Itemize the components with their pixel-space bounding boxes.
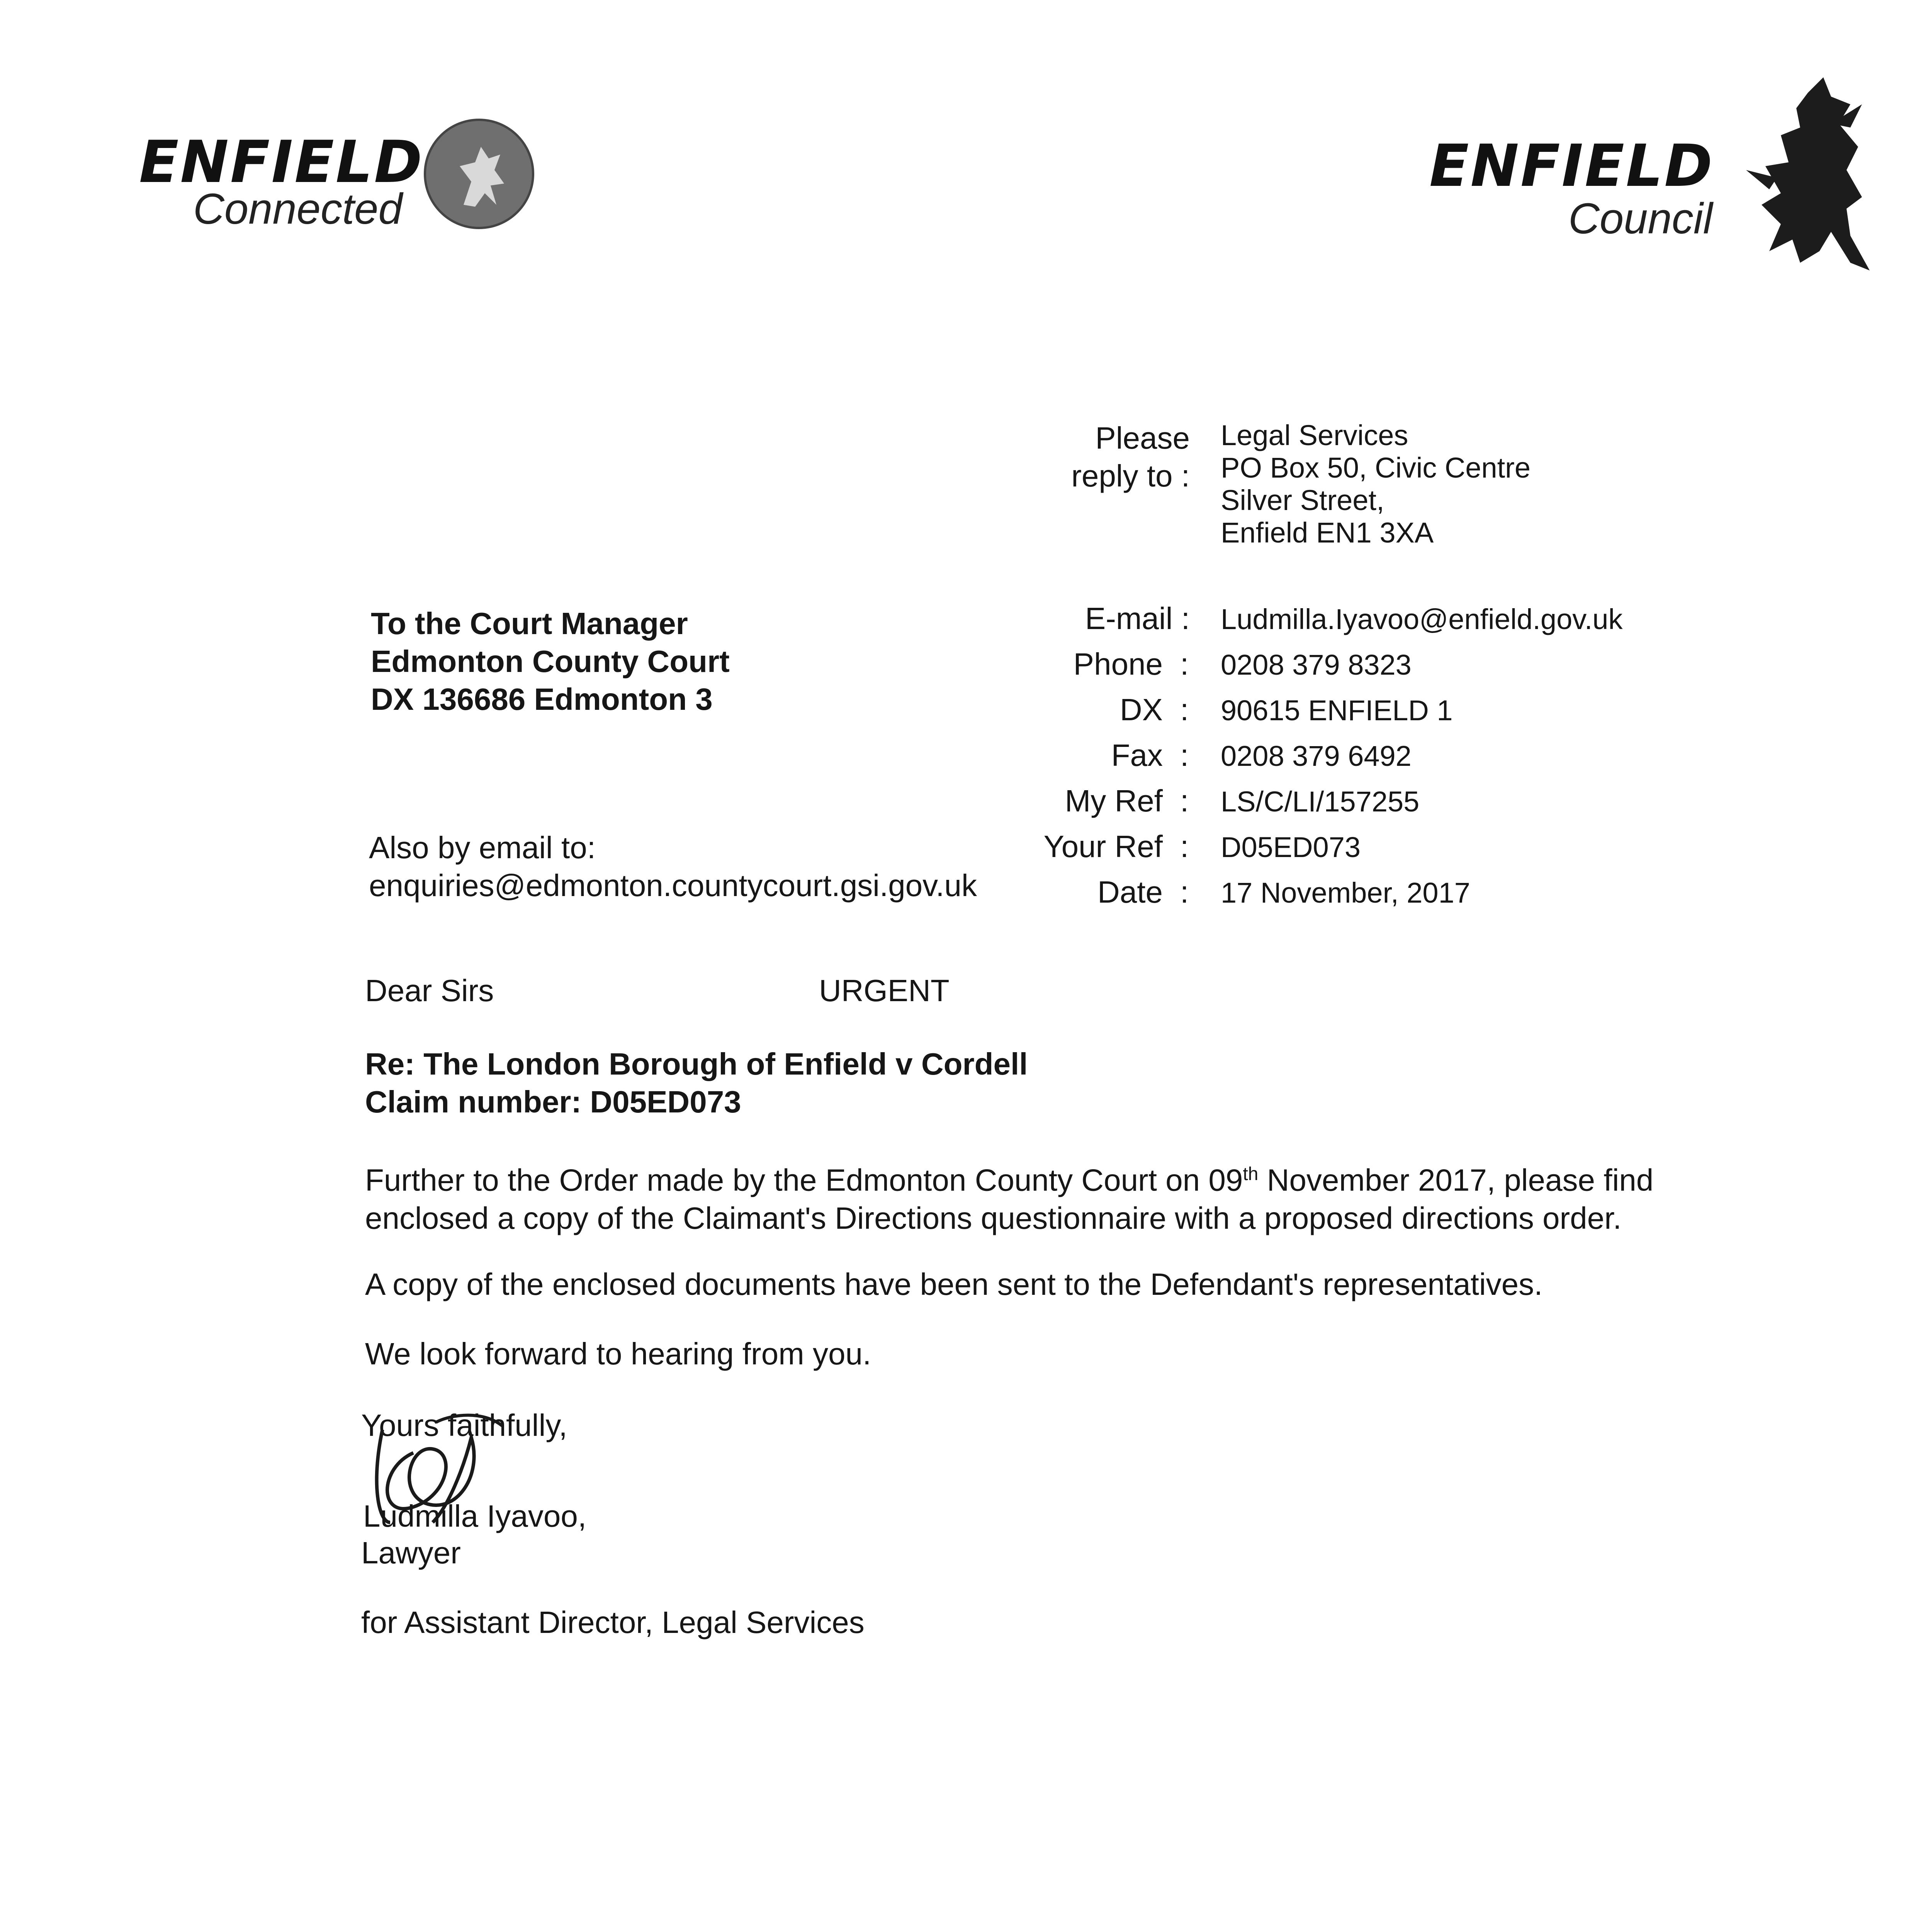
- recipient-line: DX 136686 Edmonton 3: [371, 682, 713, 716]
- dx-value: 90615 ENFIELD 1: [1221, 694, 1453, 726]
- salutation: Dear Sirs: [365, 973, 494, 1008]
- recipient-line: Edmonton County Court: [371, 644, 730, 679]
- reply-label: [1004, 419, 1190, 495]
- my-ref-label: My Ref: [1065, 784, 1163, 818]
- re-line: Re: The London Borough of Enfield v Cordell: [365, 1047, 1028, 1081]
- recipient-email[interactable]: enquiries@edmonton.countycourt.gsi.gov.uk: [369, 868, 977, 903]
- email-label: E-mail :: [1085, 601, 1190, 636]
- recipient-line: To the Court Manager: [371, 606, 688, 641]
- logo-word: ENFIELD: [139, 129, 424, 196]
- colon: :: [1180, 875, 1189, 909]
- date-value: 17 November, 2017: [1221, 877, 1470, 909]
- colon: :: [1180, 647, 1189, 681]
- p1-text-a: Further to the Order made by the Edmonton County Court on 09: [365, 1163, 1243, 1197]
- crest-emblem-icon: [417, 116, 541, 232]
- reply-label-line2: reply to :: [1071, 459, 1190, 493]
- contact-details: [966, 601, 1893, 918]
- urgent-label: URGENT: [819, 973, 950, 1008]
- fax-label: Fax: [1111, 738, 1163, 772]
- paragraph-1-line-2: enclosed a copy of the Claimant's Directions questionnaire with a proposed directions order.: [365, 1201, 1622, 1235]
- your-ref-value: D05ED073: [1221, 831, 1361, 863]
- paragraph-3: We look forward to hearing from you.: [365, 1337, 871, 1371]
- subject-block: [365, 1045, 1028, 1121]
- paragraph-1-line-1: [365, 1155, 1756, 1199]
- logo-sub: Council: [1568, 194, 1713, 243]
- enfield-council-logo: [1429, 70, 1885, 286]
- signer-title: Lawyer: [361, 1536, 461, 1570]
- closing: Yours faithfully,: [361, 1408, 567, 1442]
- reply-address-line: PO Box 50, Civic Centre: [1221, 452, 1531, 484]
- reply-label-line1: Please: [1095, 421, 1190, 455]
- reply-address-line: Silver Street,: [1221, 484, 1384, 516]
- reply-address-line: Enfield EN1 3XA: [1221, 517, 1434, 549]
- reply-address: [1221, 419, 1531, 549]
- phone-label: Phone: [1073, 647, 1163, 681]
- enfield-connected-logo: [131, 116, 549, 232]
- paragraph-1: [365, 1155, 1756, 1237]
- my-ref-value: LS/C/LI/157255: [1221, 786, 1420, 818]
- claim-line: Claim number: D05ED073: [365, 1085, 741, 1119]
- paragraph-2: A copy of the enclosed documents have been sent to the Defendant's representatives.: [365, 1267, 1543, 1301]
- phone-value: 0208 379 8323: [1221, 649, 1412, 681]
- colon: :: [1180, 829, 1189, 864]
- email-value[interactable]: Ludmilla.Iyavoo@enfield.gov.uk: [1221, 603, 1623, 635]
- signer-name: Ludmilla Iyavoo,: [363, 1499, 587, 1533]
- colon: :: [1180, 784, 1189, 818]
- p1-text-b: November 2017, please find: [1258, 1163, 1654, 1197]
- logo-word: ENFIELD: [1429, 133, 1714, 200]
- your-ref-label: Your Ref: [1043, 829, 1163, 864]
- date-label: Date: [1097, 875, 1163, 909]
- recipient-email-label: Also by email to:: [369, 830, 596, 865]
- colon: :: [1180, 738, 1189, 772]
- signer-for: for Assistant Director, Legal Services: [361, 1605, 865, 1639]
- dx-label: DX: [1119, 692, 1163, 727]
- p1-superscript: th: [1243, 1164, 1259, 1184]
- fax-value: 0208 379 6492: [1221, 740, 1412, 772]
- reply-address-line: Legal Services: [1221, 419, 1408, 451]
- recipient-email-block: [369, 829, 977, 905]
- enfield-beast-icon: [1734, 70, 1881, 286]
- logo-sub: Connected: [193, 185, 403, 233]
- colon: :: [1180, 692, 1189, 727]
- recipient-address: [371, 605, 730, 718]
